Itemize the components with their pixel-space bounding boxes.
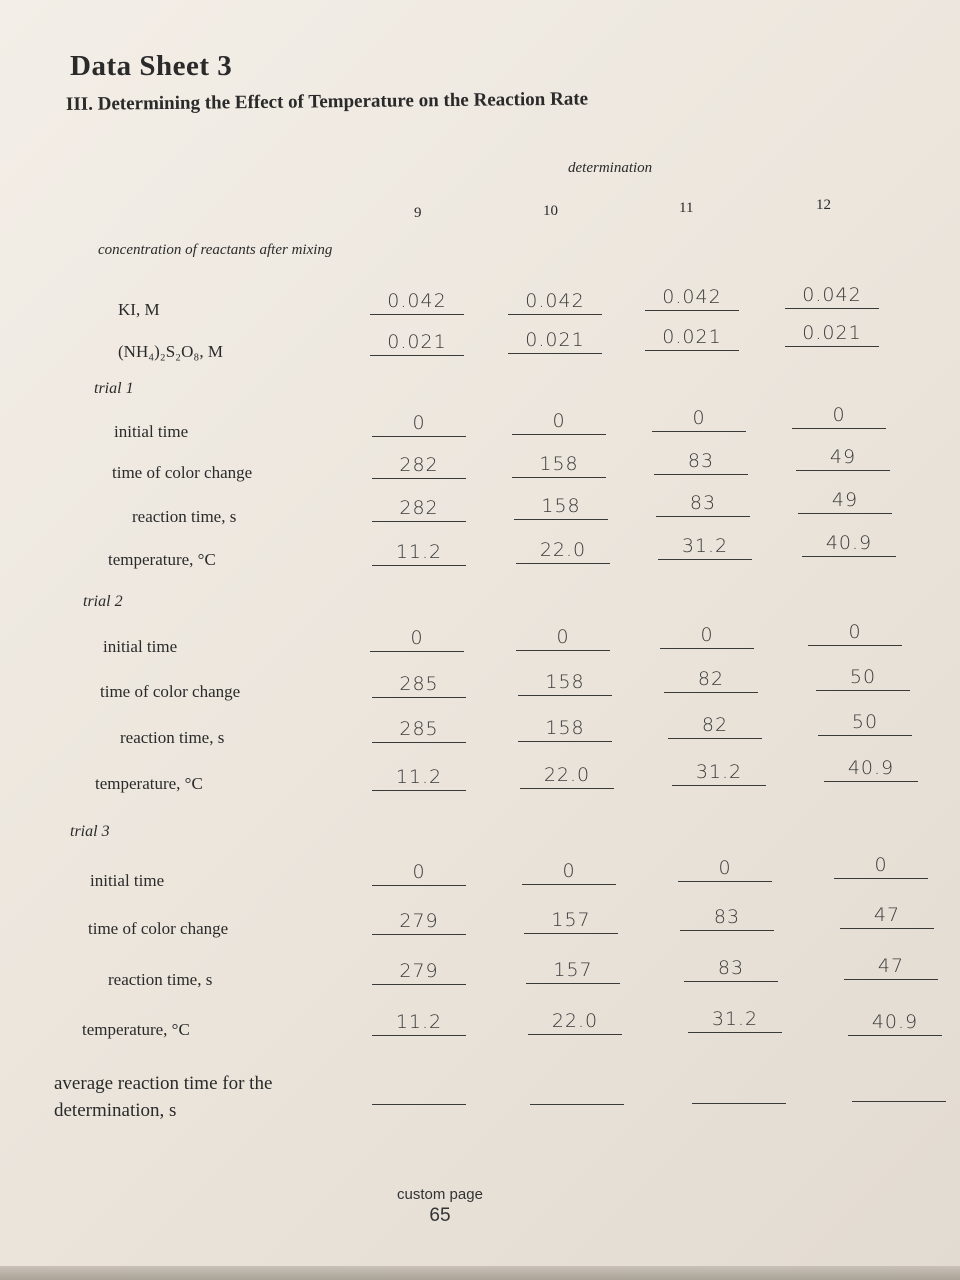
ki-value: 0.042 <box>525 290 585 312</box>
trial-1-reaction-cell <box>798 485 892 514</box>
ki-cell <box>370 286 464 315</box>
row-label-persulfate: (NH₄)₂S₂O₈, M <box>118 342 223 361</box>
trial-2-initial-value: 0 <box>410 627 424 649</box>
trial-3-reaction-cell <box>526 955 620 984</box>
row-label-temperature: temperature, °C <box>108 550 216 569</box>
row-label-initial-time: initial time <box>114 422 189 441</box>
trial-3-color-value: 279 <box>399 910 439 932</box>
persulfate-value: 0.021 <box>525 329 585 351</box>
trial-3-temperature-cell <box>848 1007 942 1036</box>
trial-1-temperature-cell <box>516 535 610 564</box>
trial-3-temperature-cell <box>372 1007 466 1036</box>
row-label-ki: KI, M <box>118 300 160 319</box>
column-header-11: 11 <box>679 200 694 216</box>
trial-2-temperature-value: 22.0 <box>543 764 591 786</box>
trial-1-color-cell <box>512 449 606 478</box>
persulfate-cell <box>508 325 602 354</box>
trial-1-reaction-value: 282 <box>399 497 439 519</box>
trial-1-temperature-cell <box>372 537 466 566</box>
trial-3-initial-cell <box>522 856 616 885</box>
trial-3-temperature-value: 31.2 <box>711 1008 759 1030</box>
trial-3-reaction-cell <box>372 956 466 985</box>
trial-1-initial-cell <box>372 408 466 437</box>
trial-2-initial-cell <box>370 623 464 652</box>
trial-3-reaction-value: 83 <box>717 957 745 979</box>
trial-2-color-cell <box>816 662 910 691</box>
page-title: Data Sheet 3 <box>70 50 233 82</box>
trial-2-color-cell <box>664 664 758 693</box>
trial-1-color-value: 282 <box>399 454 439 476</box>
ki-value: 0.042 <box>387 290 447 312</box>
row-label-reaction-time: reaction time, s <box>108 970 213 989</box>
trial-3-color-cell <box>372 906 466 935</box>
trial-3-initial-value: 0 <box>562 860 576 882</box>
trial-2-reaction-cell <box>668 710 762 739</box>
average-cell <box>372 1076 466 1105</box>
ki-value: 0.042 <box>662 286 722 308</box>
trial-1-initial-value: 0 <box>552 410 566 432</box>
trial-2-reaction-value: 50 <box>851 711 879 733</box>
trial-2-temperature-value: 31.2 <box>695 761 743 783</box>
trial-2-initial-cell <box>808 617 902 646</box>
trial-1-reaction-cell <box>514 491 608 520</box>
trial-3-initial-value: 0 <box>718 857 732 879</box>
trial-2-color-value: 285 <box>399 673 439 695</box>
trial-3-color-value: 47 <box>873 904 901 926</box>
page-footer <box>380 1184 500 1226</box>
row-label-initial-time: initial time <box>103 637 178 656</box>
average-cell <box>852 1073 946 1102</box>
trial-3-color-value: 83 <box>713 906 741 928</box>
trial-2-temperature-cell <box>824 753 918 782</box>
trial-1-color-cell <box>372 450 466 479</box>
ki-cell <box>785 280 879 309</box>
trial-1-label: trial 1 <box>94 380 134 397</box>
trial-2-reaction-value: 158 <box>545 717 585 739</box>
section-heading: III. Determining the Effect of Temperature on the Reaction Rate <box>65 88 589 115</box>
trial-2-reaction-cell <box>818 707 912 736</box>
trial-2-color-value: 158 <box>545 671 585 693</box>
trial-3-reaction-value: 279 <box>399 960 439 982</box>
trial-1-reaction-cell <box>656 488 750 517</box>
trial-2-color-value: 50 <box>849 666 877 688</box>
row-label-temperature: temperature, °C <box>95 774 203 793</box>
ki-cell <box>508 286 602 315</box>
trial-2-temperature-value: 40.9 <box>847 757 895 779</box>
trial-1-color-value: 49 <box>829 446 857 468</box>
trial-1-initial-value: 0 <box>692 407 706 429</box>
determination-label: determination <box>568 160 653 176</box>
trial-1-color-cell <box>796 442 890 471</box>
trial-1-color-value: 83 <box>687 450 715 472</box>
trial-3-reaction-value: 157 <box>553 959 593 981</box>
column-header-10: 10 <box>543 203 558 219</box>
trial-2-reaction-value: 82 <box>701 714 729 736</box>
trial-3-initial-cell <box>834 850 928 879</box>
trial-1-initial-cell <box>652 403 746 432</box>
trial-1-reaction-value: 83 <box>689 492 717 514</box>
trial-3-color-cell <box>524 905 618 934</box>
trial-2-color-cell <box>518 667 612 696</box>
row-label-color-change: time of color change <box>88 919 229 938</box>
trial-3-label: trial 3 <box>70 823 110 840</box>
trial-2-reaction-cell <box>372 714 466 743</box>
trial-3-initial-value: 0 <box>874 854 888 876</box>
trial-1-color-value: 158 <box>539 453 579 475</box>
trial-1-initial-cell <box>792 400 886 429</box>
row-label-reaction-time: reaction time, s <box>120 728 225 747</box>
trial-2-initial-cell <box>660 620 754 649</box>
average-label: average reaction time for the determination, s <box>54 1073 273 1121</box>
trial-2-temperature-cell <box>520 760 614 789</box>
row-label-reaction-time: reaction time, s <box>132 507 237 526</box>
trial-3-temperature-cell <box>528 1006 622 1035</box>
trial-1-temperature-value: 22.0 <box>539 539 587 561</box>
trial-2-color-value: 82 <box>697 668 725 690</box>
trial-3-color-value: 157 <box>551 909 591 931</box>
trial-1-temperature-cell <box>802 528 896 557</box>
trial-1-temperature-value: 31.2 <box>681 535 729 557</box>
trial-1-initial-value: 0 <box>832 404 846 426</box>
trial-3-reaction-cell <box>844 951 938 980</box>
column-header-12: 12 <box>816 197 831 213</box>
trial-2-initial-cell <box>516 622 610 651</box>
persulfate-cell <box>370 327 464 356</box>
trial-2-label: trial 2 <box>83 593 123 610</box>
trial-3-temperature-cell <box>688 1004 782 1033</box>
trial-2-temperature-cell <box>672 757 766 786</box>
trial-2-initial-value: 0 <box>848 621 862 643</box>
row-label-initial-time: initial time <box>90 871 165 890</box>
trial-2-initial-value: 0 <box>556 626 570 648</box>
trial-1-temperature-value: 11.2 <box>395 541 443 563</box>
ki-cell <box>645 282 739 311</box>
trial-3-initial-cell <box>678 853 772 882</box>
persulfate-cell <box>645 322 739 351</box>
trial-1-temperature-cell <box>658 531 752 560</box>
row-label-color-change: time of color change <box>112 463 253 482</box>
ki-value: 0.042 <box>802 284 862 306</box>
trial-3-reaction-cell <box>684 953 778 982</box>
trial-1-temperature-value: 40.9 <box>825 532 873 554</box>
trial-2-temperature-cell <box>372 762 466 791</box>
trial-3-reaction-value: 47 <box>877 955 905 977</box>
trial-3-temperature-value: 22.0 <box>551 1010 599 1032</box>
trial-1-reaction-cell <box>372 493 466 522</box>
page-edge <box>0 1266 960 1280</box>
trial-2-reaction-value: 285 <box>399 718 439 740</box>
trial-1-color-cell <box>654 446 748 475</box>
persulfate-value: 0.021 <box>387 331 447 353</box>
trial-3-initial-cell <box>372 857 466 886</box>
row-label-color-change: time of color change <box>100 682 241 701</box>
trial-3-color-cell <box>680 902 774 931</box>
trial-3-color-cell <box>840 900 934 929</box>
trial-1-initial-value: 0 <box>412 412 426 434</box>
column-header-9: 9 <box>414 205 422 221</box>
average-cell <box>692 1075 786 1104</box>
trial-2-color-cell <box>372 669 466 698</box>
row-label-temperature: temperature, °C <box>82 1020 190 1039</box>
trial-2-reaction-cell <box>518 713 612 742</box>
trial-3-temperature-value: 11.2 <box>395 1011 443 1033</box>
trial-2-initial-value: 0 <box>700 624 714 646</box>
trial-1-reaction-value: 49 <box>831 489 859 511</box>
persulfate-value: 0.021 <box>802 322 862 344</box>
persulfate-value: 0.021 <box>662 326 722 348</box>
footer-text: custom page <box>397 1186 483 1203</box>
page-number: 65 <box>429 1205 451 1226</box>
trial-1-initial-cell <box>512 406 606 435</box>
concentration-label: concentration of reactants after mixing <box>98 242 333 258</box>
trial-1-reaction-value: 158 <box>541 495 581 517</box>
trial-3-temperature-value: 40.9 <box>871 1011 919 1033</box>
average-cell <box>530 1076 624 1105</box>
trial-2-temperature-value: 11.2 <box>395 766 443 788</box>
persulfate-cell <box>785 318 879 347</box>
trial-3-initial-value: 0 <box>412 861 426 883</box>
